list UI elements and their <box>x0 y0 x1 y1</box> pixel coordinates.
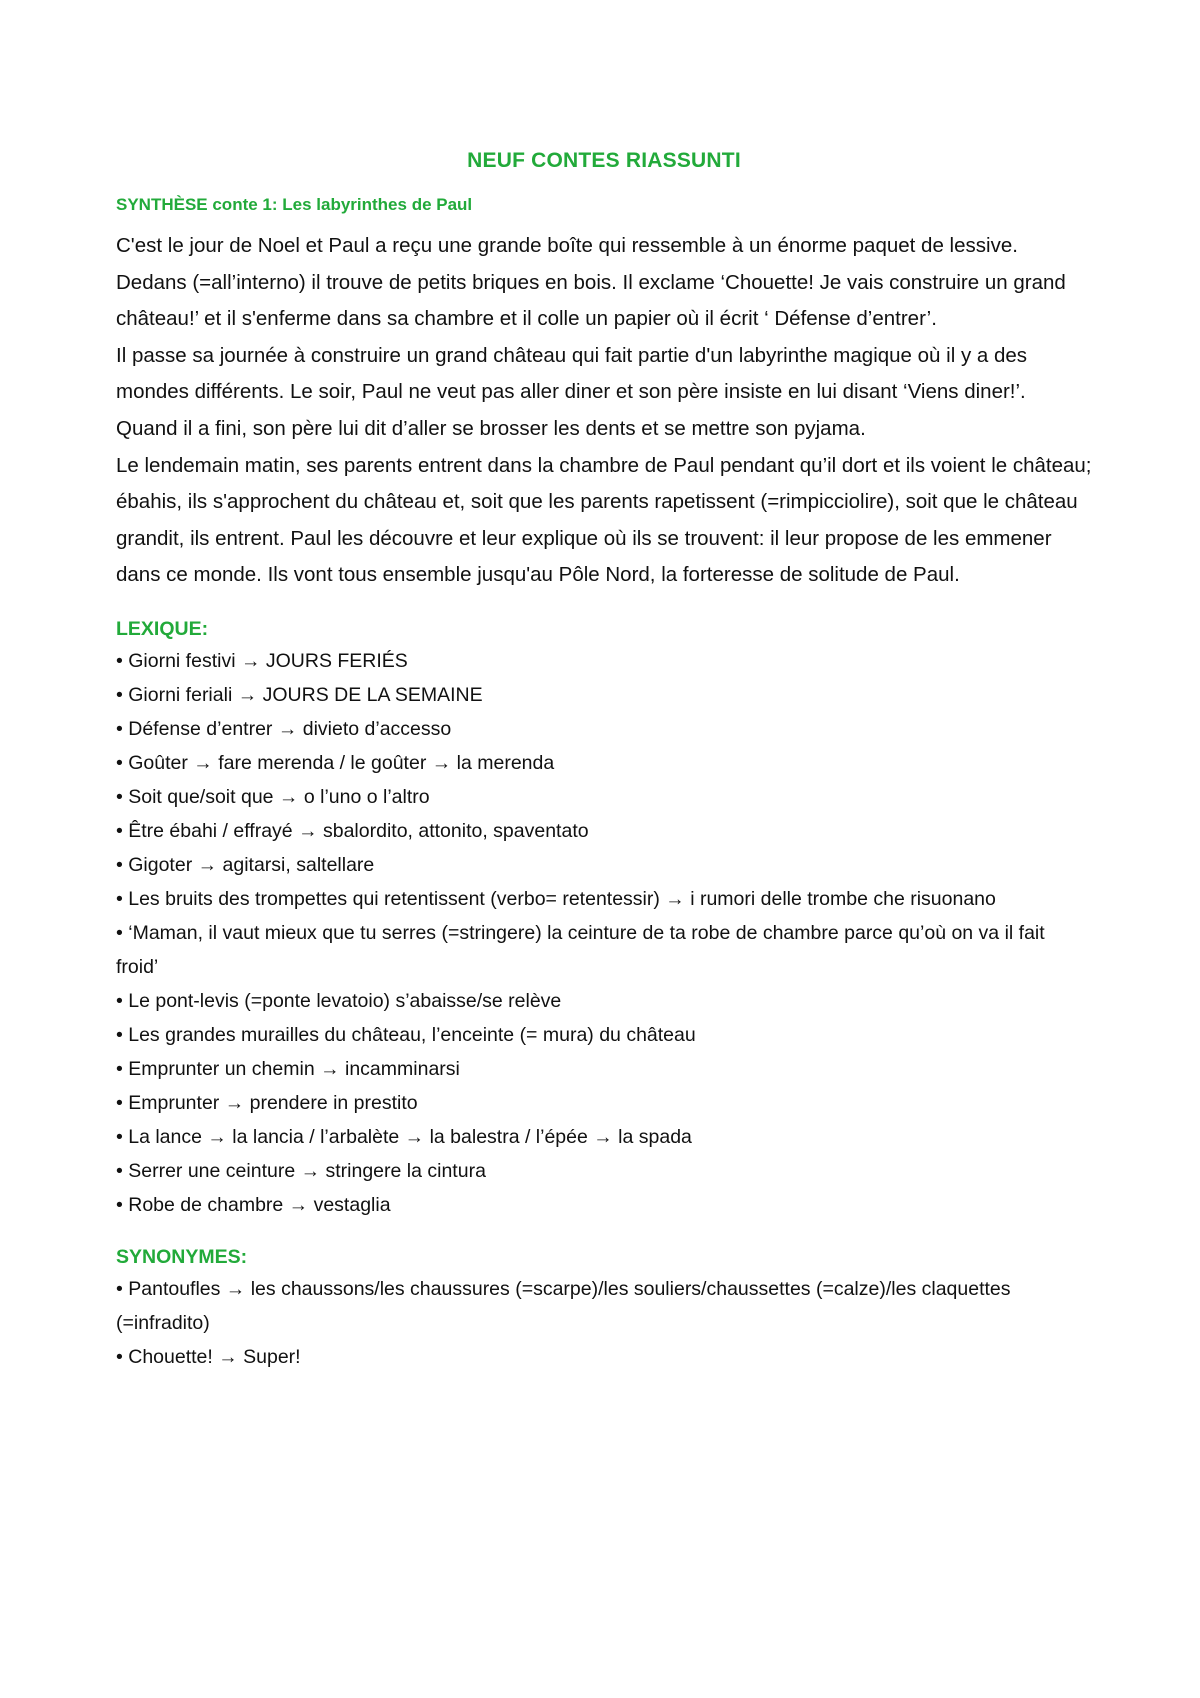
synonymes-item: • Chouette! → Super! <box>116 1345 301 1368</box>
section-heading: SYNTHÈSE conte 1: Les labyrinthes de Paul <box>116 195 473 214</box>
lexique-item: • La lance → la lancia / l’arbalète → la balestra / l’épée → la spada <box>116 1125 692 1148</box>
lexique-item: • Être ébahi / effrayé → sbalordito, attonito, spaventato <box>116 819 589 842</box>
lexique-item: • Soit que/soit que → o l’uno o l’altro <box>116 785 430 808</box>
lexique-item: • Les bruits des trompettes qui retentissent (verbo= retentessir) → i rumori delle trombe che risuonano <box>116 887 996 910</box>
lexique-item: • Les grandes murailles du château, l’enceinte (= mura) du château <box>116 1023 696 1046</box>
synonymes-section <box>116 1242 1092 1374</box>
lexique-item: • Emprunter un chemin → incamminarsi <box>116 1057 460 1080</box>
lexique-item: • Giorni festivi → JOURS FERIÉS <box>116 649 408 672</box>
lexique-item: • Le pont-levis (=ponte levatoio) s’abaisse/se relève <box>116 989 562 1012</box>
lexique-item: • Défense d’entrer → divieto d’accesso <box>116 717 452 740</box>
lexique-item: • Gigoter → agitarsi, saltellare <box>116 853 375 876</box>
summary-paragraph: Le lendemain matin, ses parents entrent dans la chambre de Paul pendant qu’il dort et ils voient le château; ébahis, ils s'approchent du château et, soit que les parents rapetissent (=rimpicciolire), soit que le château grandit, ils entrent. Paul les découvre et leur explique où ils se trouvent: il leur propose de les emmener dans ce monde. Ils vont tous ensemble jusqu'au Pôle Nord, la forteresse de solitude de Paul. <box>116 453 1092 587</box>
summary-paragraph: Dedans (=all’interno) il trouve de petits briques en bois. Il exclame ‘Chouette! Je vais construire un grand château!’ et il s'enferme dans sa chambre et il colle un papier où il écrit ‘ Défense d’entrer’. <box>116 270 1066 331</box>
synonymes-list <box>116 1272 1092 1374</box>
lexique-item: • Emprunter → prendere in prestito <box>116 1091 418 1114</box>
synonymes-item: • Pantoufles → les chaussons/les chaussures (=scarpe)/les souliers/chaussettes (=calze)/les claquettes (=infradito) <box>116 1277 1011 1334</box>
lexique-section <box>116 614 1092 1222</box>
synonymes-heading: SYNONYMES: <box>116 1245 248 1268</box>
lexique-item: • Serrer une ceinture → stringere la cintura <box>116 1159 486 1182</box>
lexique-item: • Giorni feriali → JOURS DE LA SEMAINE <box>116 683 483 706</box>
lexique-item: • Goûter → fare merenda / le goûter → la merenda <box>116 751 555 774</box>
summary-paragraph: Il passe sa journée à construire un grand château qui fait partie d'un labyrinthe magique où il y a des mondes différents. Le soir, Paul ne veut pas aller diner et son père insiste en lui disant ‘Viens diner!’. Quand il a fini, son père lui dit d’aller se brosser les dents et se mettre son pyjama. <box>116 343 1028 440</box>
lexique-item: • Robe de chambre → vestaglia <box>116 1193 391 1216</box>
lexique-heading: LEXIQUE: <box>116 617 209 640</box>
document-title: NEUF CONTES RIASSUNTI <box>467 149 741 172</box>
document-page <box>116 146 1092 1374</box>
summary-paragraph: C'est le jour de Noel et Paul a reçu une grande boîte qui ressemble à un énorme paquet de lessive. <box>116 234 1018 257</box>
summary-text <box>116 228 1092 594</box>
lexique-list <box>116 644 1092 1222</box>
lexique-item: • ‘Maman, il vaut mieux que tu serres (=stringere) la ceinture de ta robe de chambre parce qu’où on va il fait froid’ <box>116 921 1045 978</box>
